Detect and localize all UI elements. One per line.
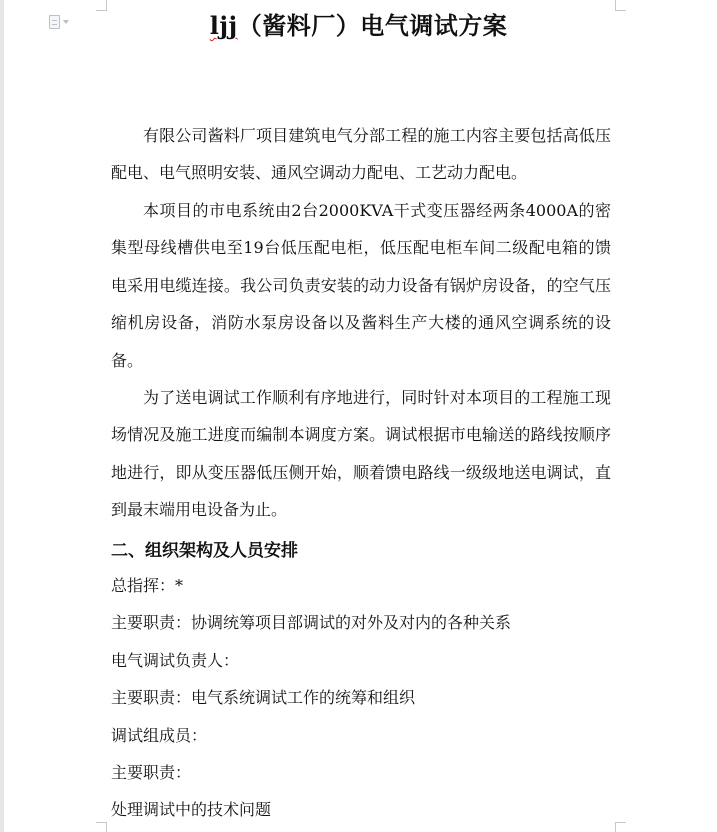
margin-mark-bottom-left <box>96 822 107 832</box>
document-title <box>0 6 717 41</box>
paragraph-block <box>111 192 611 379</box>
text-line: 电气调试负责人： <box>111 651 240 670</box>
paragraph: 有限公司酱料厂项目建筑电气分部工程的施工内容主要包括高低压配电、电气照明安装、通风空调动力配电、工艺动力配电。 <box>111 126 611 183</box>
text-line: 调试组成员： <box>111 726 208 745</box>
text-line: 总指挥：* <box>111 576 184 595</box>
title-rest: （酱料厂）电气调试方案 <box>237 11 508 40</box>
section-heading: 二、组织架构及人员安排 <box>111 541 298 561</box>
paragraph: 本项目的市电系统由2台2000KVA干式变压器经两条4000A的密集型母线槽供电至19台低压配电柜，低压配电柜车间二级配电箱的馈电采用电缆连接。我公司负责安装的动力设备有锅炉房设备，的空气压缩机房设备，消防水泵房设备以及酱料生产大楼的通风空调系统的设备。 <box>111 201 611 370</box>
text-line: 主要职责：协调统筹项目部调试的对外及对内的各种关系 <box>111 613 512 632</box>
text-line: 主要职责： <box>111 763 192 782</box>
paragraph: 为了送电调试工作顺利有序地进行，同时针对本项目的工程施工现场情况及施工进度而编制本调度方案。调试根据市电输送的路线按顺序地进行，即从变压器低压侧开始，顺着馈电路线一级级地送电调试，直到最末端用电设备为止。 <box>111 388 611 520</box>
page-edge <box>0 0 4 832</box>
text-line: 主要职责：电气系统调试工作的统筹和组织 <box>111 688 416 707</box>
paragraph-block <box>111 379 611 529</box>
title-prefix: ljj <box>209 11 238 40</box>
margin-mark-bottom-right <box>615 822 626 832</box>
paragraph-block <box>111 117 611 192</box>
text-line: 处理调试中的技术问题 <box>111 800 272 819</box>
